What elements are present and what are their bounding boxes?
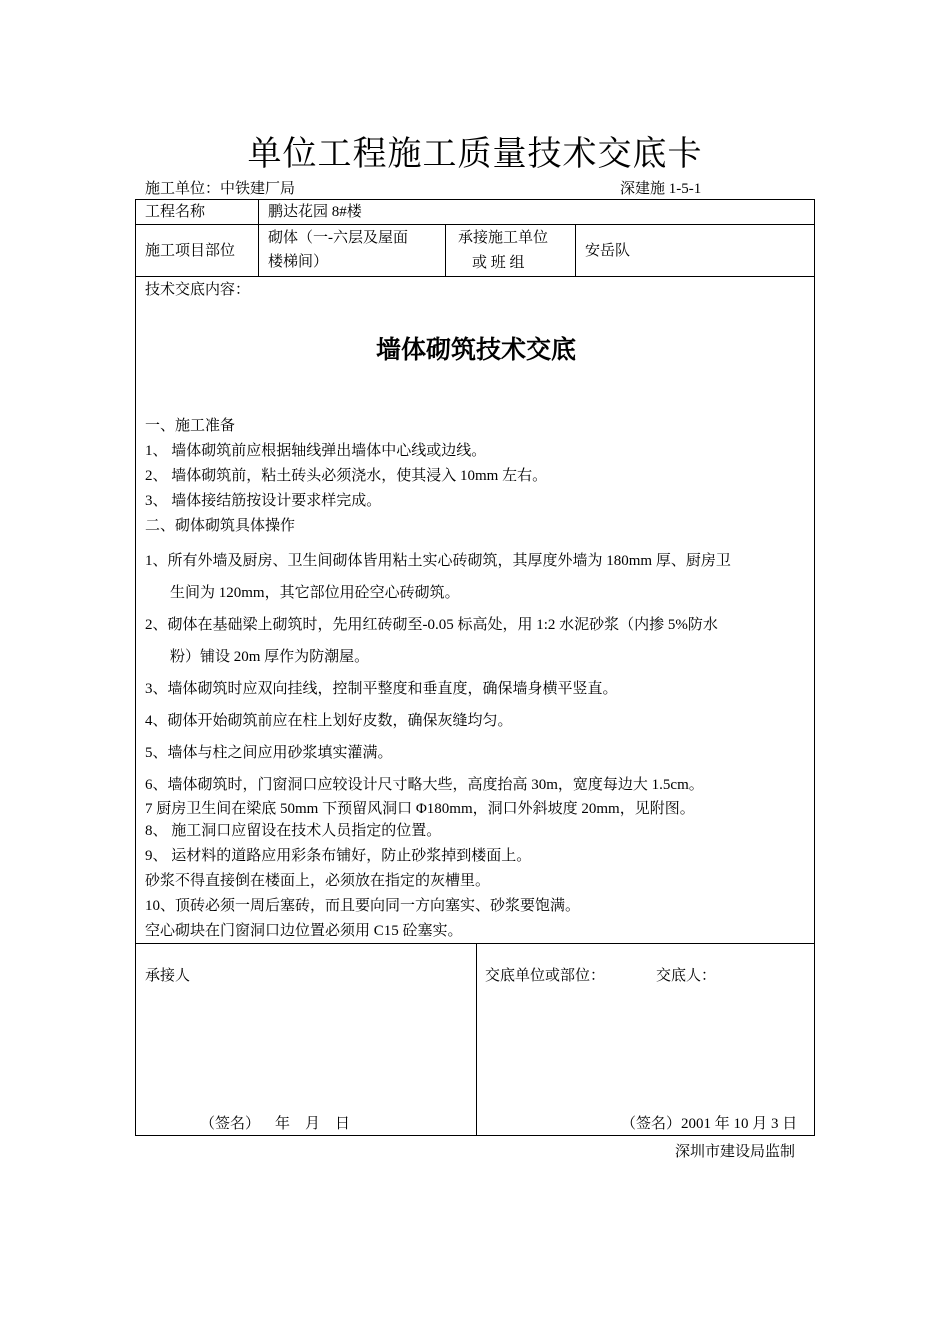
row-divider [136,943,814,944]
content-line: 8、 施工洞口应留设在技术人员指定的位置。 [145,823,442,839]
column-divider [258,200,259,276]
content-line: 2、砌体在基础梁上砌筑时，先用红砖砌至-0.05 标高处，用 1:2 水泥砂浆（内掺 5%防水 [145,617,718,633]
column-divider [575,224,576,276]
receiver-unit-value: 安岳队 [585,243,631,259]
page-title: 单位工程施工质量技术交底卡 [247,134,703,174]
handover-unit-label: 交底单位或部位： [485,968,606,984]
receiver-signature-date: （签名） 年 月 日 [200,1116,351,1132]
project-part-label: 施工项目部位 [145,243,236,259]
content-line: 10、顶砖必须一周后塞砖，而且要向同一方向塞实、砂浆要饱满。 [145,898,581,914]
supervisor-footer: 深圳市建设局监制 [675,1144,796,1160]
receiver-unit-label-line2: 或 班 组 [472,255,525,271]
content-line: 1、所有外墙及厨房、卫生间砌体皆用粘土实心砖砌筑，其厚度外墙为 180mm 厚、厨房卫 [145,553,731,569]
content-line: 4、砌体开始砌筑前应在柱上划好皮数，确保灰缝均匀。 [145,713,513,729]
content-line: 3、墙体砌筑时应双向挂线，控制平整度和垂直度，确保墙身横平竖直。 [145,681,618,697]
receiver-label: 承接人 [145,968,191,984]
content-line: 6、墙体砌筑时，门窗洞口应较设计尺寸略大些，高度抬高 30m，宽度每边大 1.5cm。 [145,777,704,793]
handover-signature-date: （签名）2001 年 10 月 3 日 [621,1116,798,1132]
receiver-unit-label-line1: 承接施工单位 [458,230,549,246]
row-divider [136,224,814,225]
content-line: 1、 墙体砌筑前应根据轴线弹出墙体中心线或边线。 [145,443,487,459]
column-divider [445,224,446,276]
section-heading: 一、施工准备 [145,418,236,434]
project-part-value-line2: 楼梯间） [268,254,329,270]
row-divider [136,276,814,277]
column-divider [476,943,477,1136]
form-code: 深建施 1-5-1 [620,181,702,197]
content-line: 砂浆不得直接倒在楼面上，必须放在指定的灰槽里。 [145,873,491,889]
content-label: 技术交底内容： [145,282,251,298]
content-line: 9、 运材料的道路应用彩条布铺好，防止砂浆掉到楼面上。 [145,848,532,864]
content-line: 3、 墙体接结筋按设计要求样完成。 [145,493,382,509]
project-name-value: 鹏达花园 8#楼 [268,204,362,220]
content-line: 2、 墙体砌筑前，粘土砖头必须浇水，使其浸入 10mm 左右。 [145,468,548,484]
content-line: 空心砌块在门窗洞口边位置必须用 C15 砼塞实。 [145,923,463,939]
content-line: 5、墙体与柱之间应用砂浆填实灌满。 [145,745,393,761]
construction-unit: 施工单位：中铁建厂局 [145,181,296,197]
project-name-label: 工程名称 [145,204,206,220]
content-line: 粉）铺设 20m 厚作为防潮屋。 [170,649,370,665]
section-heading: 二、砌体砌筑具体操作 [145,518,296,534]
handover-person-label: 交底人： [656,968,717,984]
content-line: 7 厨房卫生间在梁底 50mm 下预留风洞口 Φ180mm，洞口外斜坡度 20mm，见附图。 [145,801,695,817]
content-line: 生间为 120mm，其它部位用砼空心砖砌筑。 [170,585,460,601]
handover-form [135,199,815,1136]
document-title: 墙体砌筑技术交底 [375,335,576,364]
project-part-value-line1: 砌体（一-六层及屋面 [268,230,408,246]
